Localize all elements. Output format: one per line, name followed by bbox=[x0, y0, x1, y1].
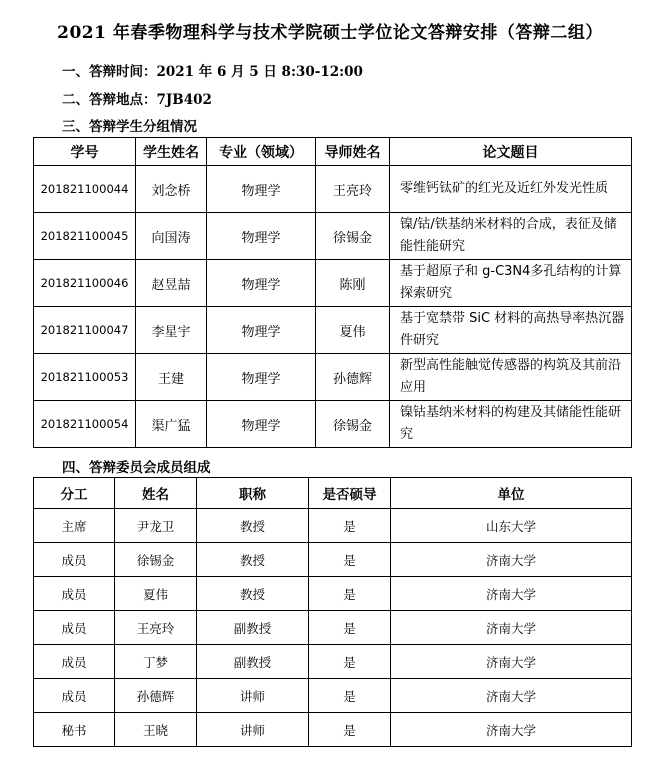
member-unit: 济南大学 bbox=[391, 577, 632, 611]
member-title: 讲师 bbox=[197, 679, 309, 713]
committee-header-row bbox=[34, 478, 632, 509]
member-role: 成员 bbox=[34, 645, 115, 679]
member-title: 教授 bbox=[197, 509, 309, 543]
member-role: 主席 bbox=[34, 509, 115, 543]
member-role: 成员 bbox=[34, 611, 115, 645]
section-place: 二、答辩地点：7JB402 bbox=[62, 92, 212, 108]
student-major: 物理学 bbox=[207, 307, 316, 354]
header-thesis-title: 论文题目 bbox=[390, 138, 632, 166]
member-supervisor: 是 bbox=[309, 577, 391, 611]
student-advisor: 孙德辉 bbox=[316, 354, 390, 401]
member-role: 成员 bbox=[34, 577, 115, 611]
table-row bbox=[34, 509, 632, 543]
member-supervisor: 是 bbox=[309, 645, 391, 679]
header-unit: 单位 bbox=[391, 478, 632, 509]
member-name: 王亮玲 bbox=[115, 611, 197, 645]
table-row bbox=[34, 401, 632, 448]
student-advisor: 徐锡金 bbox=[316, 213, 390, 260]
member-unit: 济南大学 bbox=[391, 713, 632, 747]
student-major: 物理学 bbox=[207, 354, 316, 401]
table-row bbox=[34, 354, 632, 401]
header-student-name: 学生姓名 bbox=[136, 138, 207, 166]
thesis-title: 镍/钴/铁基纳米材料的合成，表征及储能性能研究 bbox=[390, 213, 632, 260]
students-header-row bbox=[34, 138, 632, 166]
student-id: 201821100045 bbox=[34, 213, 136, 260]
student-major: 物理学 bbox=[207, 401, 316, 448]
committee-table bbox=[33, 477, 632, 747]
section-committee-heading: 四、答辩委员会成员组成 bbox=[62, 460, 211, 476]
member-supervisor: 是 bbox=[309, 543, 391, 577]
member-unit: 济南大学 bbox=[391, 679, 632, 713]
member-role: 成员 bbox=[34, 679, 115, 713]
thesis-title: 新型高性能触觉传感器的构筑及其前沿应用 bbox=[390, 354, 632, 401]
member-name: 徐锡金 bbox=[115, 543, 197, 577]
section-students-heading: 三、答辩学生分组情况 bbox=[62, 119, 197, 135]
student-advisor: 陈刚 bbox=[316, 260, 390, 307]
student-id: 201821100047 bbox=[34, 307, 136, 354]
member-supervisor: 是 bbox=[309, 679, 391, 713]
thesis-title: 基于宽禁带 SiC 材料的高热导率热沉器件研究 bbox=[390, 307, 632, 354]
table-row bbox=[34, 679, 632, 713]
thesis-title: 镍钴基纳米材料的构建及其储能性能研究 bbox=[390, 401, 632, 448]
student-id: 201821100054 bbox=[34, 401, 136, 448]
student-name: 向国涛 bbox=[136, 213, 207, 260]
table-row bbox=[34, 166, 632, 213]
student-name: 刘念桥 bbox=[136, 166, 207, 213]
member-title: 副教授 bbox=[197, 611, 309, 645]
student-name: 李星宇 bbox=[136, 307, 207, 354]
thesis-title: 零维钙钛矿的红光及近红外发光性质 bbox=[390, 166, 632, 213]
section-time: 一、答辩时间：2021 年 6 月 5 日 8:30-12:00 bbox=[62, 64, 363, 80]
table-row bbox=[34, 543, 632, 577]
table-row bbox=[34, 577, 632, 611]
header-role: 分工 bbox=[34, 478, 115, 509]
student-major: 物理学 bbox=[207, 166, 316, 213]
member-title: 副教授 bbox=[197, 645, 309, 679]
table-row bbox=[34, 260, 632, 307]
table-row bbox=[34, 307, 632, 354]
member-title: 教授 bbox=[197, 577, 309, 611]
member-name: 王晓 bbox=[115, 713, 197, 747]
header-member-name: 姓名 bbox=[115, 478, 197, 509]
table-row bbox=[34, 645, 632, 679]
thesis-title: 基于超原子和 g-C3N4多孔结构的计算探索研究 bbox=[390, 260, 632, 307]
student-major: 物理学 bbox=[207, 260, 316, 307]
table-row bbox=[34, 611, 632, 645]
students-table bbox=[33, 137, 632, 448]
student-name: 王建 bbox=[136, 354, 207, 401]
header-major: 专业（领域） bbox=[207, 138, 316, 166]
student-name: 渠广猛 bbox=[136, 401, 207, 448]
student-id: 201821100053 bbox=[34, 354, 136, 401]
header-academic-title: 职称 bbox=[197, 478, 309, 509]
header-is-supervisor: 是否硕导 bbox=[309, 478, 391, 509]
member-role: 成员 bbox=[34, 543, 115, 577]
table-row bbox=[34, 713, 632, 747]
member-name: 孙德辉 bbox=[115, 679, 197, 713]
student-advisor: 王亮玲 bbox=[316, 166, 390, 213]
member-unit: 济南大学 bbox=[391, 543, 632, 577]
header-student-id: 学号 bbox=[34, 138, 136, 166]
member-unit: 济南大学 bbox=[391, 645, 632, 679]
member-unit: 济南大学 bbox=[391, 611, 632, 645]
table-row bbox=[34, 213, 632, 260]
student-id: 201821100046 bbox=[34, 260, 136, 307]
member-name: 夏伟 bbox=[115, 577, 197, 611]
member-supervisor: 是 bbox=[309, 611, 391, 645]
member-supervisor: 是 bbox=[309, 713, 391, 747]
member-unit: 山东大学 bbox=[391, 509, 632, 543]
student-name: 赵昱喆 bbox=[136, 260, 207, 307]
student-advisor: 徐锡金 bbox=[316, 401, 390, 448]
member-name: 丁梦 bbox=[115, 645, 197, 679]
student-id: 201821100044 bbox=[34, 166, 136, 213]
member-name: 尹龙卫 bbox=[115, 509, 197, 543]
header-advisor: 导师姓名 bbox=[316, 138, 390, 166]
student-major: 物理学 bbox=[207, 213, 316, 260]
member-title: 教授 bbox=[197, 543, 309, 577]
student-advisor: 夏伟 bbox=[316, 307, 390, 354]
member-title: 讲师 bbox=[197, 713, 309, 747]
document-title: 2021 年春季物理科学与技术学院硕士学位论文答辩安排（答辩二组） bbox=[57, 23, 603, 43]
member-role: 秘书 bbox=[34, 713, 115, 747]
member-supervisor: 是 bbox=[309, 509, 391, 543]
